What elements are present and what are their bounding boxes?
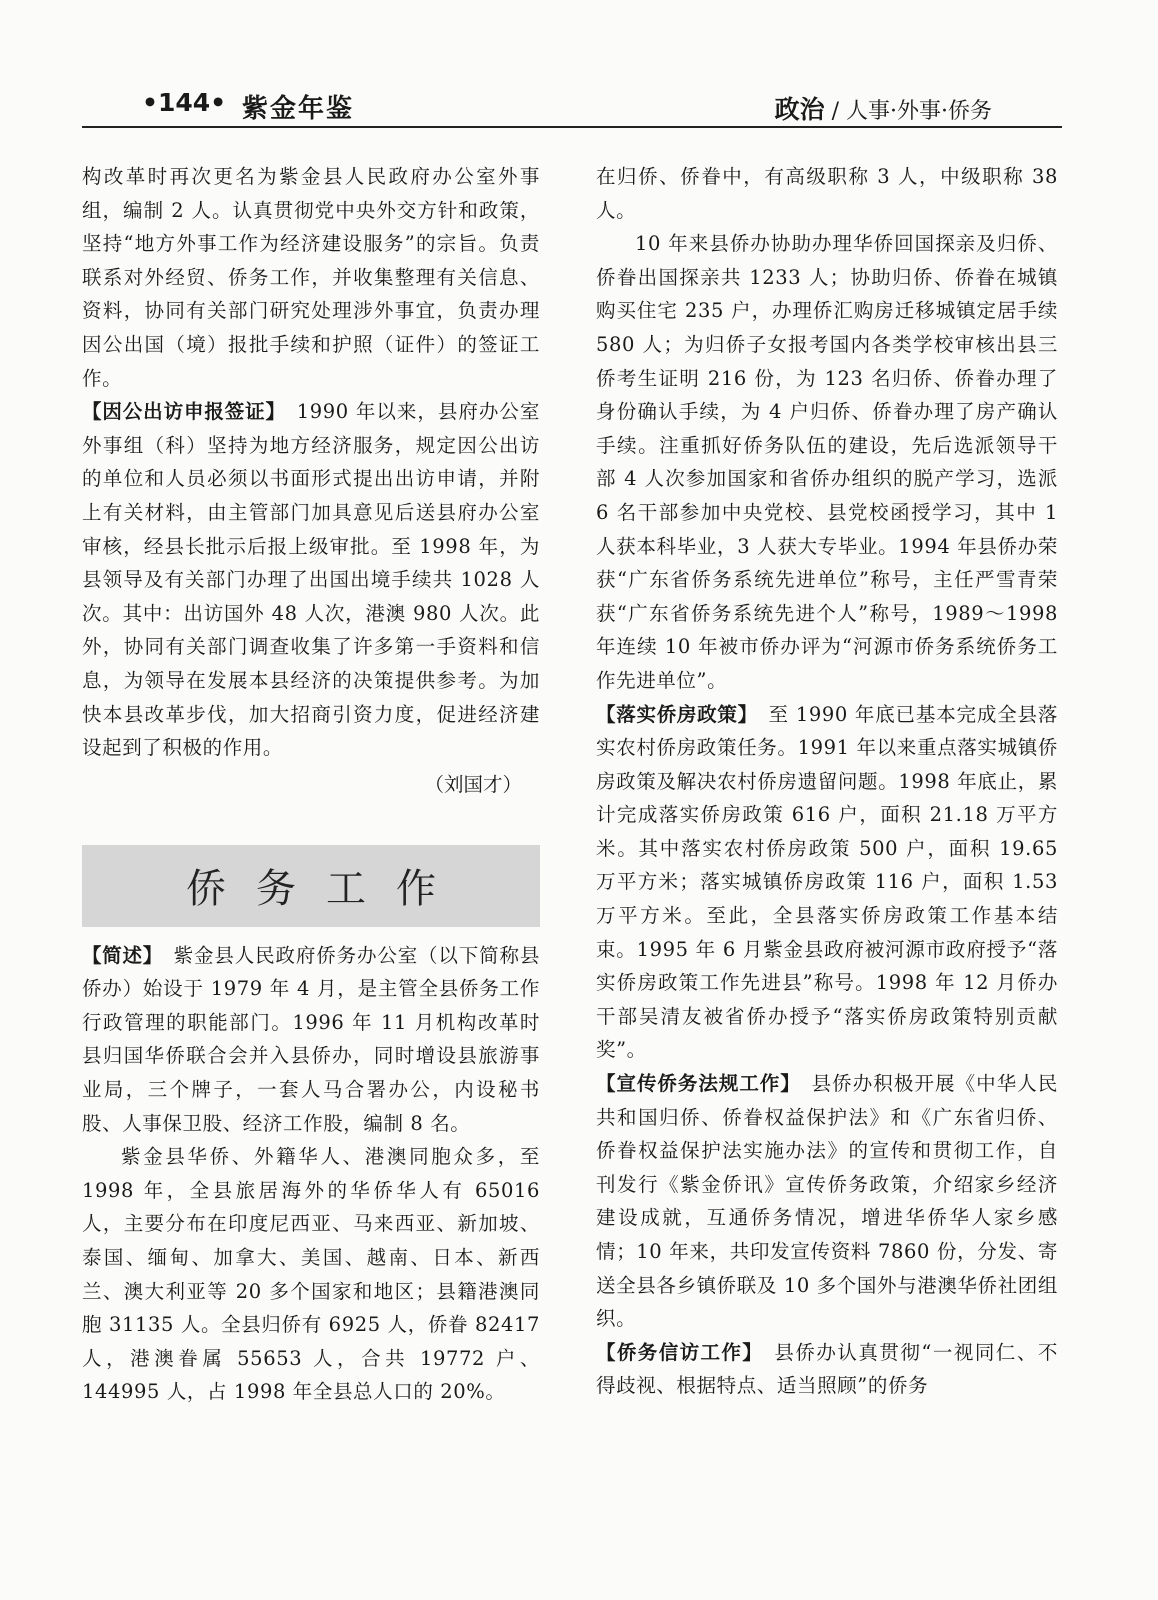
entry-heading: 【落实侨房政策】 (596, 702, 749, 726)
paragraph (596, 1067, 1058, 1336)
entry-heading: 【简述】 (82, 943, 154, 967)
paragraph (596, 1336, 1058, 1403)
section-title: 侨务工作 (186, 866, 466, 913)
entry-heading: 【宣传侨务法规工作】 (596, 1072, 791, 1096)
entry-body: 县侨办积极开展《中华人民共和国归侨、侨眷权益保护法》和《广东省归侨、侨眷权益保护法实施办法》的宣传和贯彻工作，自刊发行《紫金侨讯》宣传侨务政策，介绍家乡经济建设成就，互通侨务情况，增进华侨华人家乡感情；10 年来，共印发宣传资料 7860 份，分发、寄送全县各乡镇侨联及 10 多个国外与港澳华侨社团组织。 (596, 1072, 1058, 1331)
section-path (775, 90, 992, 126)
entry-body: 1990 年以来，县府办公室外事组（科）坚持为地方经济服务，规定因公出访的单位和人员必须以书面形式提出出访申请，并附上有关材料，由主管部门加具意见后送县府办公室审核，经县长批示后报上级审批。至 1998 年，为县领导及有关部门办理了出国出境手续共 1028 人次。其中：出访国外 48 人次，港澳 980 人次。此外，协同有关部门调查收集了许多第一手资料和信息，为领导在发展本县经济的决策提供参考。为加快本县改革步伐，加大招商引资力度，促进经济建设起到了积极的作用。 (82, 400, 540, 760)
left-column (82, 160, 540, 1409)
entry-body: 紫金县人民政府侨务办公室（以下简称县侨办）始设于 1979 年 4 月，是主管全县侨务工作行政管理的职能部门。1996 年 11 月机构改革时县归国华侨联合会并入县侨办，同时增设县旅游事业局，三个牌子，一套人马合署办公，内设秘书股、人事保卫股、经济工作股，编制 8 名。 (82, 943, 540, 1135)
entry-heading: 【因公出访申报签证】 (82, 400, 277, 424)
paragraph: 在归侨、侨眷中，有高级职称 3 人，中级职称 38 人。 (596, 165, 1058, 222)
entry-heading: 【侨务信访工作】 (596, 1340, 754, 1364)
paragraph (596, 698, 1058, 1068)
author-credit: （刘国才） (424, 772, 522, 796)
section-banner (82, 845, 540, 927)
paragraph: 紫金县华侨、外籍华人、港澳同胞众多，至 1998 年，全县旅居海外的华侨华人有 65016 人，主要分布在印度尼西亚、马来西亚、新加坡、泰国、缅甸、加拿大、美国、越南、日本、新西兰、澳大利亚等 20 多个国家和地区；县籍港澳同胞 31135 人。全县归侨有 6925 人，侨眷 82417 人，港澳眷属 55653 人，合共 19772 户、144995 人，占 1998 年全县总人口的 20%。 (82, 1145, 540, 1404)
paragraph: 10 年来县侨办协助办理华侨回国探亲及归侨、侨眷出国探亲共 1233 人；协助归侨、侨眷在城镇购买住宅 235 户，办理侨汇购房迁移城镇定居手续 580 人；为归侨子女报考国内各类学校审核出县三侨考生证明 216 份，为 123 名归侨、侨眷办理了身份确认手续，为 4 户归侨、侨眷办理了房产确认手续。注重抓好侨务队伍的建设，先后选派领导干部 4 人次参加国家和省侨办组织的脱产学习，选派 6 名干部参加中央党校、县党校函授学习，其中 1 人获本科毕业，3 人获大专毕业。1994 年县侨办荣获“广东省侨务系统先进单位”称号，主任严雪青荣获“广东省侨务系统先进个人”称号，1989～1998 年连续 10 年被市侨办评为“河源市侨务系统侨务工作先进单位”。 (596, 232, 1058, 692)
section-minor: 人事·外事·侨务 (846, 99, 992, 124)
entry-body: 至 1990 年底已基本完成全县落实农村侨房政策任务。1991 年以来重点落实城镇侨房政策及解决农村侨房遗留问题。1998 年底止，累计完成落实侨房政策 616 户，面积 21.18 万平方米。其中落实农村侨房政策 500 户，面积 19.65 万平方米；落实城镇侨房政策 116 户，面积 1.53 万平方米。至此，全县落实侨房政策工作基本结束。1995 年 6 月紫金县政府被河源市政府授予“落实侨房政策工作先进县”称号。1998 年 12 月侨办干部吴清友被省侨办授予“落实侨房政策特别贡献奖”。 (596, 702, 1058, 1062)
running-header (82, 84, 1062, 128)
entry-body: 县侨办认真贯彻“一视同仁、不得歧视、根据特点、适当照顾”的侨务 (596, 1340, 1058, 1398)
section-major: 政治 (774, 95, 825, 124)
paragraph (82, 939, 540, 1141)
section-separator: / (831, 99, 839, 124)
paragraph (82, 395, 540, 765)
right-column (596, 160, 1058, 1403)
page-number: •144• (142, 88, 227, 117)
book-title: 紫金年鉴 (242, 94, 355, 124)
paragraph: 构改革时再次更名为紫金县人民政府办公室外事组，编制 2 人。认真贯彻党中央外交方针和政策，坚持“地方外事工作为经济建设服务”的宗旨。负责联系对外经贸、侨务工作，并收集整理有关信息、资料，协同有关部门研究处理涉外事宜，负责办理因公出国（境）报批手续和护照（证件）的签证工作。 (82, 165, 540, 390)
